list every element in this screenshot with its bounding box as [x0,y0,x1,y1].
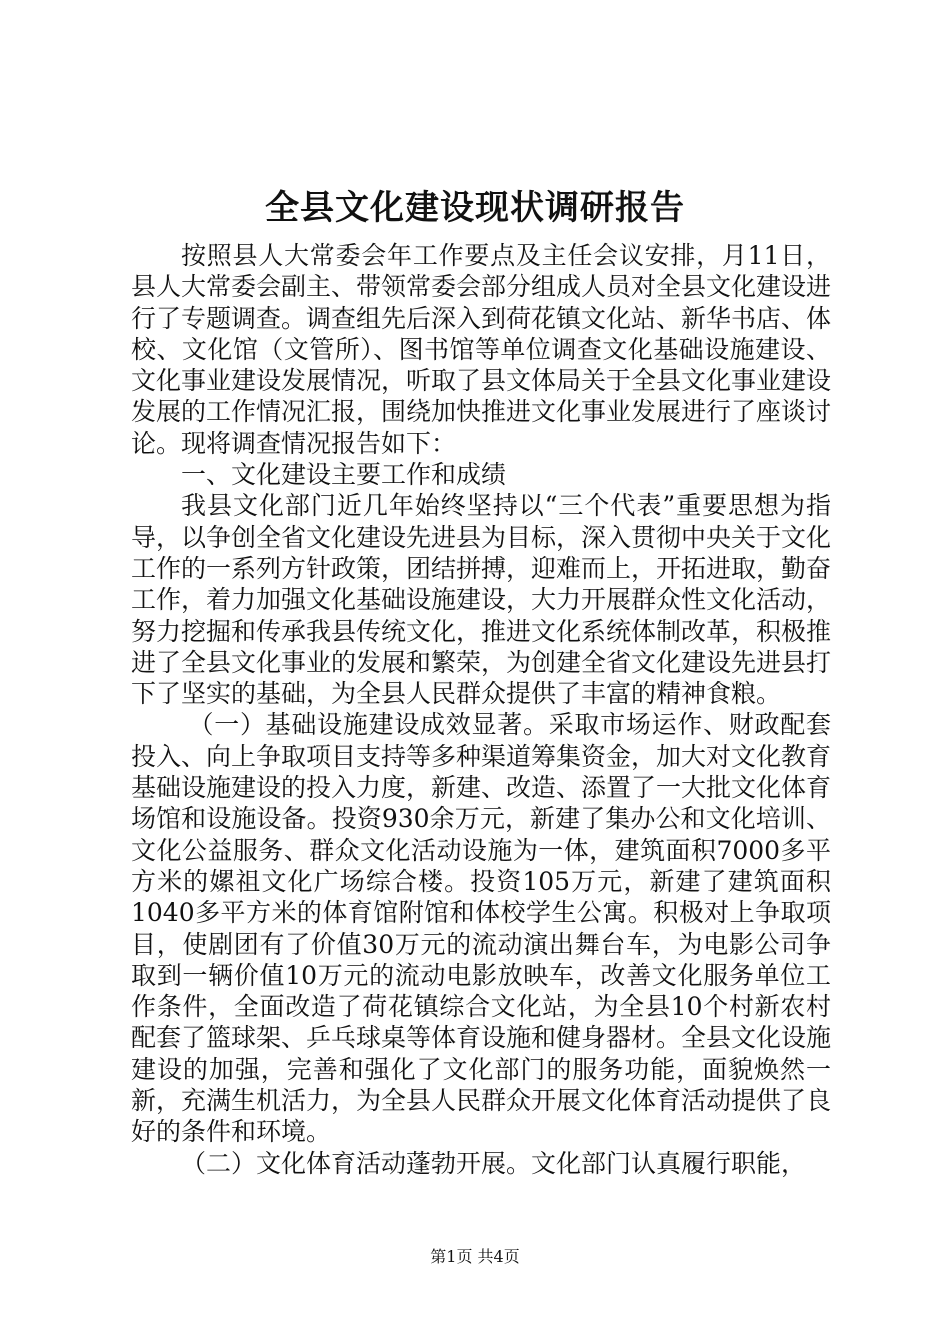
page-footer: 第1页 共4页 [430,1247,520,1266]
document-body [131,240,831,1179]
paragraph-subsection-2: （二）文化体育活动蓬勃开展。文化部门认真履行职能， [181,1148,807,1178]
paragraph-intro: 按照县人大常委会年工作要点及主任会议安排，月11日，县人大常委会副主、带领常委会部分组成人员对全县文化建设进行了专题调查。调查组先后深入到荷花镇文化站、新华书店、体校、文化馆（文管所）、图书馆等单位调查文化基础设施建设、文化事业建设发展情况，听取了县文体局关于全县文化事业建设发展的工作情况汇报，围绕加快推进文化事业发展进行了座谈讨论。现将调查情况报告如下： [131,241,832,458]
paragraph-subsection-1: （一）基础设施建设成效显著。采取市场运作、财政配套投入、向上争取项目支持等多种渠道筹集资金，加大对文化教育基础设施建设的投入力度，新建、改造、添置了一大批文化体育场馆和设施设备。投资930余万元，新建了集办公和文化培训、文化公益服务、群众文化活动设施为一体，建筑面积7000多平方米的嫘祖文化广场综合楼。投资105万元，新建了建筑面积1040多平方米的体育馆附馆和体校学生公寓。积极对上争取项目，使剧团有了价值30万元的流动演出舞台车，为电影公司争取到一辆价值10万元的流动电影放映车，改善文化服务单位工作条件，全面改造了荷花镇综合文化站，为全县10个村新农村配套了篮球架、乒乓球桌等体育设施和健身器材。全县文化设施建设的加强，完善和强化了文化部门的服务功能，面貌焕然一新，充满生机活力，为全县人民群众开展文化体育活动提供了良好的条件和环境。 [131,710,832,1147]
document-title: 全县文化建设现状调研报告 [265,188,685,228]
paragraph-section-1: 我县文化部门近几年始终坚持以“三个代表”重要思想为指导，以争创全省文化建设先进县为目标，深入贯彻中央关于文化工作的一系列方针政策，团结拼搏，迎难而上，开拓进取，勤奋工作，着力加强文化基础设施建设，大力开展群众性文化活动，努力挖掘和传承我县传统文化，推进文化系统体制改革，积极推进了全县文化事业的发展和繁荣，为创建全省文化建设先进县打下了坚实的基础，为全县人民群众提供了丰富的精神食粮。 [131,491,832,709]
section-heading-1: 一、文化建设主要工作和成绩 [181,460,507,490]
